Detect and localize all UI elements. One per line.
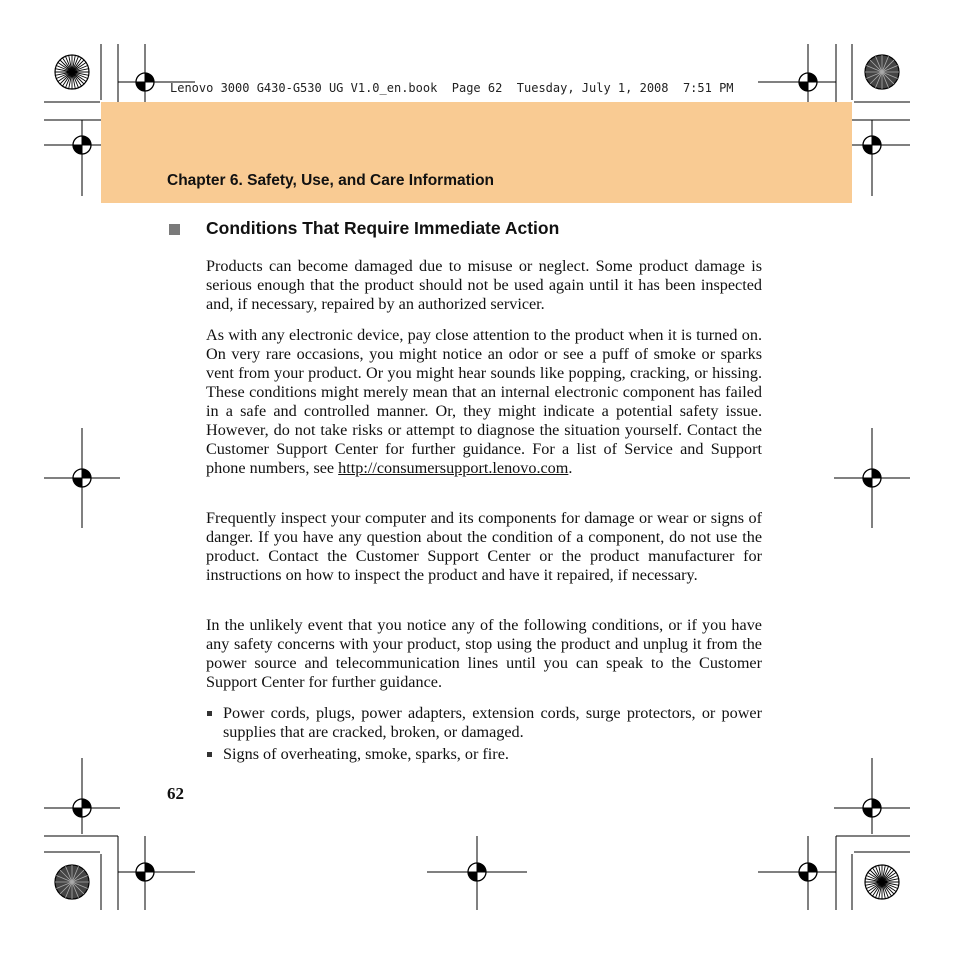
page-number: 62	[167, 784, 184, 803]
paragraph-2-text: As with any electronic device, pay close attention to the product when it is turned on. On very rare occasions, you might notice an odor or see a puff of smoke or sparks vent from your product. Or you might hear sounds like popping, cracking, or hissing. These conditions might merely mean that an internal electronic component has failed in a safe and controlled manner. Or, they might indicate a potential safety issue. However, do not take risks or attempt to diagnose the situation yourself. Contact the Customer Support Center for further guidance. For a list of Service and Support phone numbers, see	[206, 326, 762, 477]
paragraph-4: In the unlikely event that you notice any of the following conditions, or if you have any safety concerns with your product, stop using the product and unplug it from the power source and telecommunication lines until you can speak to the Customer Support Center for further guidance.	[206, 616, 762, 691]
chapter-title: Chapter 6. Safety, Use, and Care Information	[167, 172, 495, 189]
conditions-list	[206, 704, 762, 767]
support-link[interactable]: http://consumersupport.lenovo.com	[338, 459, 569, 477]
bullet-square-icon	[207, 711, 212, 716]
paragraph-3: Frequently inspect your computer and its components for damage or wear or signs of danger. If you have any question about the condition of a component, do not use the product. Contact the Customer Support Center or the product manufacturer for instructions on how to inspect the product and have it repaired, if necessary.	[206, 509, 762, 584]
list-item	[206, 745, 762, 764]
list-item-text: Signs of overheating, smoke, sparks, or fire.	[223, 745, 509, 763]
section-title: Conditions That Require Immediate Action	[206, 218, 560, 238]
print-slug-header: Lenovo 3000 G430-G530 UG V1.0_en.book Page 62 Tuesday, July 1, 2008 7:51 PM	[170, 81, 734, 95]
list-item	[206, 704, 762, 742]
paragraph-2	[206, 326, 762, 478]
paragraph-2-end: .	[568, 459, 573, 477]
paragraph-1: Products can become damaged due to misuse or neglect. Some product damage is serious enough that the product should not be used again until it has been inspected and, if necessary, repaired by an authorized servicer.	[206, 257, 762, 313]
bullet-square-icon	[207, 752, 212, 757]
list-item-text: Power cords, plugs, power adapters, extension cords, surge protectors, or power supplies that are cracked, broken, or damaged.	[223, 704, 762, 741]
section-bullet-icon	[169, 224, 180, 235]
